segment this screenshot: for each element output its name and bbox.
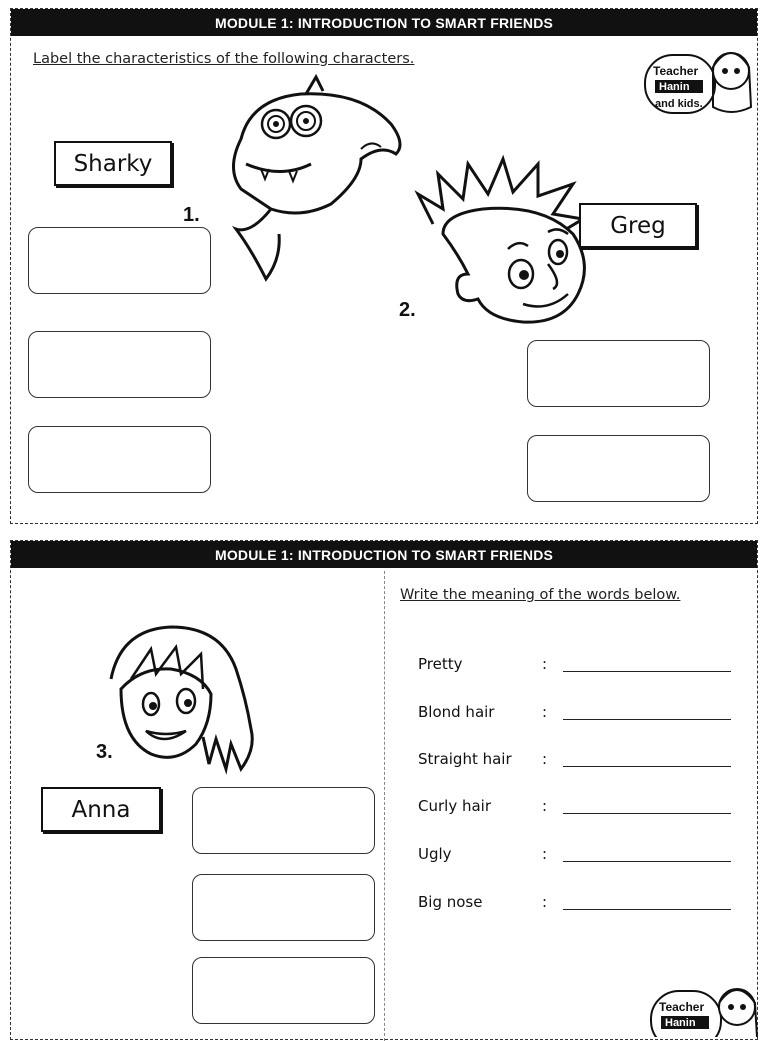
word-label: Ugly [418, 845, 452, 863]
word-label: Blond hair [418, 703, 495, 721]
word-separator: : [542, 845, 548, 863]
word-label: Straight hair [418, 750, 512, 768]
worksheet-page-2 [10, 540, 758, 1040]
word-separator: : [542, 703, 548, 721]
answer-box[interactable] [527, 340, 710, 407]
logo-text-2: Hanin [665, 1017, 696, 1029]
word-row [418, 748, 748, 772]
answer-line[interactable] [563, 766, 731, 767]
word-separator: : [542, 655, 548, 673]
answer-box[interactable] [192, 957, 375, 1024]
character-name-sharky: Sharky [54, 141, 172, 186]
logo-text-2: Hanin [659, 81, 690, 93]
logo-text-1: Teacher [659, 1000, 705, 1014]
character-number-2: 2. [399, 299, 416, 321]
word-separator: : [542, 893, 548, 911]
logo-text-1: Teacher [653, 64, 699, 78]
answer-line[interactable] [563, 909, 731, 910]
answer-line[interactable] [563, 671, 731, 672]
answer-box[interactable] [28, 331, 211, 398]
answer-box[interactable] [192, 874, 375, 941]
logo-text-3: and kids. [655, 98, 703, 110]
instruction-text: Label the characteristics of the following characters. [33, 51, 415, 67]
column-divider [384, 571, 385, 1041]
word-row [418, 795, 748, 819]
answer-line[interactable] [563, 861, 731, 862]
module-banner: MODULE 1: INTRODUCTION TO SMART FRIENDS [11, 541, 757, 568]
instruction-text: Write the meaning of the words below. [400, 587, 681, 603]
worksheet-page-1 [10, 8, 758, 524]
girl-head-icon [91, 619, 266, 779]
word-separator: : [542, 750, 548, 768]
answer-box[interactable] [28, 426, 211, 493]
answer-box[interactable] [192, 787, 375, 854]
teacher-logo-icon [641, 37, 759, 119]
word-row [418, 653, 748, 677]
character-name-greg: Greg [579, 203, 697, 248]
answer-line[interactable] [563, 719, 731, 720]
word-label: Big nose [418, 893, 483, 911]
word-row [418, 891, 748, 915]
answer-box[interactable] [527, 435, 710, 502]
word-separator: : [542, 797, 548, 815]
boy-head-icon [403, 154, 603, 329]
word-row [418, 701, 748, 725]
shark-icon [211, 69, 421, 284]
answer-line[interactable] [563, 813, 731, 814]
module-banner: MODULE 1: INTRODUCTION TO SMART FRIENDS [11, 9, 757, 36]
character-number-1: 1. [183, 204, 200, 226]
word-label: Pretty [418, 655, 463, 673]
character-name-anna: Anna [41, 787, 161, 832]
character-number-3: 3. [96, 741, 113, 763]
answer-box[interactable] [28, 227, 211, 294]
word-label: Curly hair [418, 797, 491, 815]
word-row [418, 843, 748, 867]
teacher-logo-icon [647, 977, 759, 1037]
